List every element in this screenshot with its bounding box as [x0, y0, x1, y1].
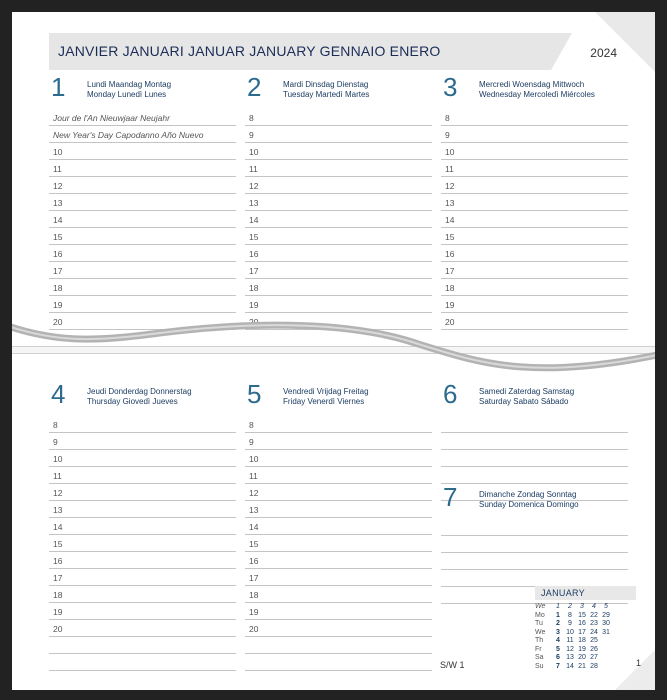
hour-label: 15 — [53, 232, 63, 242]
mini-calendar-week-cell: 3 — [580, 603, 584, 610]
hour-row[interactable] — [49, 262, 236, 279]
day-name-line: Tuesday Martedì Martes — [283, 90, 370, 99]
hour-row[interactable] — [49, 586, 236, 603]
hour-label: 15 — [53, 539, 63, 549]
mini-calendar-weekday: Mo — [535, 611, 545, 619]
day-name-line: Samedi Zaterdag Samstag — [479, 387, 575, 396]
mini-calendar-row — [535, 646, 636, 655]
hour-row[interactable] — [441, 416, 628, 433]
holiday-label: Jour de l'An Nieuwjaar Neujahr — [53, 113, 170, 123]
hour-row[interactable] — [245, 620, 432, 637]
hour-label: 14 — [53, 215, 63, 225]
mini-calendar-day: 29 — [602, 611, 610, 619]
day-name-line: Thursday Giovedì Jueves — [87, 397, 178, 406]
hour-label: 12 — [445, 181, 455, 191]
mini-calendar-day: 9 — [568, 620, 572, 627]
hour-label: 10 — [249, 454, 259, 464]
day-name-line: Vendredi Vrijdag Freitag — [283, 387, 369, 396]
hour-label: 14 — [249, 522, 259, 532]
day-names — [283, 80, 369, 100]
hour-label: 15 — [445, 232, 455, 242]
hour-row[interactable] — [49, 654, 236, 671]
hour-row[interactable] — [441, 245, 628, 262]
hour-label: 16 — [53, 249, 63, 259]
day-name-line: Mardi Dinsdag Dienstag — [283, 80, 369, 89]
hour-label: 9 — [53, 437, 58, 447]
mini-calendar-week-cell: 4 — [592, 603, 596, 610]
day-number: 1 — [51, 72, 66, 102]
day-header — [441, 72, 628, 109]
hour-row[interactable] — [49, 620, 236, 637]
mini-calendar-day: 28 — [590, 662, 598, 670]
hour-row[interactable] — [49, 228, 236, 245]
hour-row[interactable] — [245, 177, 432, 194]
day-name-line: Dimanche Zondag Sonntag — [479, 490, 577, 499]
hour-row[interactable] — [441, 211, 628, 228]
mini-calendar-week-header — [535, 603, 636, 612]
mini-calendar-current-week-day: 3 — [556, 628, 560, 636]
day-name-line: Friday Venerdì Viernes — [283, 397, 365, 406]
hour-label: 13 — [249, 505, 259, 515]
hour-row[interactable] — [245, 535, 432, 552]
hour-label: 12 — [249, 181, 259, 191]
day-names — [283, 387, 369, 407]
mini-calendar-current-week-day: 4 — [556, 637, 560, 644]
day-block-6 — [441, 379, 628, 501]
hour-row[interactable] — [441, 536, 628, 553]
hour-label: 19 — [53, 607, 63, 617]
day-names — [479, 490, 579, 510]
hour-label: 9 — [445, 130, 450, 140]
mini-calendar-day: 21 — [578, 662, 586, 670]
day-block-4 — [49, 379, 236, 671]
mini-calendar — [535, 586, 636, 671]
mini-calendar-current-week-day: 2 — [556, 620, 560, 627]
mini-calendar-day: 10 — [566, 628, 574, 636]
mini-calendar-week-cell: 5 — [604, 603, 608, 610]
hour-row[interactable] — [245, 450, 432, 467]
hour-label: 9 — [249, 437, 254, 447]
hour-label: 20 — [53, 624, 63, 634]
mini-calendar-grid — [535, 603, 636, 671]
mini-calendar-row — [535, 629, 636, 638]
hour-label: 8 — [249, 420, 254, 430]
mini-calendar-current-week-day: 6 — [556, 654, 560, 661]
hour-row[interactable] — [49, 467, 236, 484]
mini-calendar-day — [600, 637, 612, 646]
hour-label: 12 — [249, 488, 259, 498]
hour-row[interactable] — [441, 228, 628, 245]
day-number: 6 — [443, 379, 458, 409]
hour-label: 16 — [249, 249, 259, 259]
hour-row[interactable] — [49, 535, 236, 552]
hour-row[interactable] — [245, 484, 432, 501]
hour-row[interactable] — [49, 416, 236, 433]
hour-row[interactable] — [245, 228, 432, 245]
day-name-line: Mercredi Woensdag Mittwoch — [479, 80, 585, 89]
mini-calendar-row — [535, 612, 636, 621]
mini-calendar-row — [535, 663, 636, 672]
hour-row[interactable] — [245, 416, 432, 433]
hour-row[interactable] — [49, 143, 236, 160]
hour-row[interactable] — [49, 313, 236, 330]
page-number: 1 — [636, 658, 642, 668]
hour-row[interactable] — [49, 569, 236, 586]
day-name-line: Wednesday Mercoledì Miércoles — [479, 90, 595, 99]
hour-row[interactable] — [49, 552, 236, 569]
hour-row[interactable] — [49, 296, 236, 313]
hour-row[interactable] — [441, 519, 628, 536]
mini-calendar-weekday: Sa — [535, 654, 544, 661]
hour-label: 20 — [445, 317, 455, 327]
hour-row[interactable] — [49, 484, 236, 501]
hour-row[interactable] — [245, 296, 432, 313]
hour-row[interactable] — [441, 313, 628, 330]
hour-label: 11 — [445, 164, 454, 174]
mini-calendar-week-cell: We — [535, 603, 546, 610]
hour-row[interactable] — [441, 262, 628, 279]
hour-label: 13 — [445, 198, 455, 208]
hour-row[interactable] — [245, 279, 432, 296]
day-number: 5 — [247, 379, 262, 409]
hour-label: 9 — [249, 130, 254, 140]
mini-calendar-row — [535, 637, 636, 646]
mini-calendar-day: 22 — [590, 611, 598, 619]
hour-label: 18 — [53, 590, 63, 600]
holiday-row[interactable] — [49, 109, 236, 126]
hour-row[interactable] — [441, 109, 628, 126]
hour-row[interactable] — [245, 552, 432, 569]
mini-calendar-row — [535, 620, 636, 629]
hour-label: 10 — [53, 454, 63, 464]
hour-label: 17 — [53, 573, 63, 583]
hour-row[interactable] — [441, 296, 628, 313]
hour-row[interactable] — [441, 570, 628, 587]
day-name-line: Sunday Domenica Domingo — [479, 500, 579, 509]
hour-label: 18 — [53, 283, 63, 293]
day-header — [245, 72, 432, 109]
hour-row[interactable] — [245, 637, 432, 654]
hour-row[interactable] — [245, 143, 432, 160]
hour-row[interactable] — [245, 501, 432, 518]
hour-row[interactable] — [49, 194, 236, 211]
hour-label: 19 — [249, 300, 259, 310]
hour-row[interactable] — [441, 160, 628, 177]
mini-calendar-day: 31 — [602, 628, 610, 636]
hour-label: 11 — [249, 471, 258, 481]
year-label: 2024 — [590, 46, 617, 60]
hour-row[interactable] — [245, 313, 432, 330]
hour-row[interactable] — [245, 433, 432, 450]
mini-calendar-day: 25 — [590, 637, 598, 644]
hour-row[interactable] — [49, 160, 236, 177]
hour-label: 17 — [445, 266, 455, 276]
day-names — [87, 387, 192, 407]
mini-calendar-title: JANUARY — [535, 586, 636, 600]
mini-calendar-day: 17 — [578, 628, 586, 636]
hour-row[interactable] — [245, 569, 432, 586]
day-names — [479, 387, 574, 407]
hour-row[interactable] — [49, 211, 236, 228]
hour-row[interactable] — [245, 586, 432, 603]
mini-calendar-day — [600, 663, 612, 672]
hour-row[interactable] — [245, 654, 432, 671]
mini-calendar-week-cell: 1 — [556, 603, 560, 610]
hour-label: 18 — [249, 590, 259, 600]
hour-label: 15 — [249, 539, 259, 549]
hour-row[interactable] — [49, 603, 236, 620]
day-block-2 — [245, 72, 432, 330]
mini-calendar-day: 14 — [566, 662, 574, 670]
day-header — [441, 482, 628, 519]
hour-label: 12 — [53, 181, 63, 191]
mini-calendar-day: 11 — [566, 637, 574, 644]
mini-calendar-weekday: Tu — [535, 620, 543, 627]
day-names — [87, 80, 171, 100]
hour-row[interactable] — [441, 553, 628, 570]
mini-calendar-weekday: Fr — [535, 645, 542, 653]
hour-label: 10 — [445, 147, 455, 157]
hour-label: 17 — [249, 266, 259, 276]
mini-calendar-day: 8 — [568, 611, 572, 619]
mini-calendar-day — [600, 654, 612, 663]
mini-calendar-weekday: Su — [535, 662, 544, 670]
day-name-line: Jeudi Donderdag Donnerstag — [87, 387, 192, 396]
hour-label: 16 — [249, 556, 259, 566]
day-header — [441, 379, 628, 416]
page-fold-divider — [12, 346, 655, 354]
mini-calendar-weekday: Th — [535, 637, 544, 644]
mini-calendar-day: 18 — [578, 637, 586, 644]
mini-calendar-day: 16 — [578, 620, 586, 627]
hour-row[interactable] — [245, 160, 432, 177]
hour-row[interactable] — [441, 467, 628, 484]
hour-label: 8 — [249, 113, 254, 123]
hour-row[interactable] — [49, 450, 236, 467]
hour-label: 11 — [53, 164, 62, 174]
hour-row[interactable] — [49, 637, 236, 654]
day-block-5 — [245, 379, 432, 671]
hour-row[interactable] — [441, 126, 628, 143]
hour-label: 8 — [53, 420, 58, 430]
hour-label: 18 — [249, 283, 259, 293]
planner-page — [12, 12, 655, 690]
hour-label: 20 — [249, 317, 259, 327]
day-name-line: Monday Lunedì Lunes — [87, 90, 167, 99]
mini-calendar-weekday: We — [535, 628, 546, 636]
day-block-3 — [441, 72, 628, 330]
hour-row[interactable] — [49, 518, 236, 535]
mini-calendar-day: 27 — [590, 654, 598, 661]
hour-row[interactable] — [441, 194, 628, 211]
hour-label: 14 — [249, 215, 259, 225]
mini-calendar-day: 19 — [578, 645, 586, 653]
hour-row[interactable] — [245, 262, 432, 279]
hour-label: 10 — [53, 147, 63, 157]
mini-calendar-day: 13 — [566, 654, 574, 661]
mini-calendar-day: 12 — [566, 645, 574, 653]
hour-row[interactable] — [245, 518, 432, 535]
day-names — [479, 80, 595, 100]
hour-row[interactable] — [49, 279, 236, 296]
day-number: 7 — [443, 482, 458, 512]
hour-label: 14 — [53, 522, 63, 532]
hour-label: 15 — [249, 232, 259, 242]
hour-row[interactable] — [49, 177, 236, 194]
hour-label: 20 — [249, 624, 259, 634]
day-name-line: Lundi Maandag Montag — [87, 80, 172, 89]
hour-label: 11 — [249, 164, 258, 174]
hour-label: 19 — [249, 607, 259, 617]
hour-row[interactable] — [441, 433, 628, 450]
hour-label: 8 — [445, 113, 450, 123]
hour-label: 18 — [445, 283, 455, 293]
hour-row[interactable] — [245, 211, 432, 228]
day-name-line: Saturday Sabato Sábado — [479, 397, 569, 406]
hour-label: 19 — [53, 300, 63, 310]
day-number: 4 — [51, 379, 66, 409]
week-number: S/W 1 — [440, 660, 465, 670]
hour-label: 10 — [249, 147, 259, 157]
hour-label: 19 — [445, 300, 455, 310]
mini-calendar-week-cell: 2 — [568, 603, 572, 610]
hour-row[interactable] — [245, 126, 432, 143]
mini-calendar-day: 24 — [590, 628, 598, 636]
hour-label: 20 — [53, 317, 63, 327]
day-number: 3 — [443, 72, 458, 102]
hour-row[interactable] — [245, 245, 432, 262]
day-header — [49, 72, 236, 109]
hour-label: 14 — [445, 215, 455, 225]
hour-label: 12 — [53, 488, 63, 498]
hour-row[interactable] — [245, 603, 432, 620]
mini-calendar-current-week-day: 1 — [556, 611, 560, 619]
hour-row[interactable] — [441, 143, 628, 160]
hour-row[interactable] — [49, 433, 236, 450]
hour-label: 16 — [53, 556, 63, 566]
mini-calendar-day: 20 — [578, 654, 586, 661]
hour-row[interactable] — [245, 109, 432, 126]
hour-row[interactable] — [441, 279, 628, 296]
hour-label: 13 — [53, 505, 63, 515]
mini-calendar-day: 23 — [590, 620, 598, 627]
mini-calendar-day: 26 — [590, 645, 598, 653]
day-number: 2 — [247, 72, 262, 102]
hour-row[interactable] — [49, 245, 236, 262]
hour-row[interactable] — [441, 450, 628, 467]
hour-label: 17 — [249, 573, 259, 583]
hour-row[interactable] — [49, 501, 236, 518]
day-block-1 — [49, 72, 236, 330]
month-names: JANVIER JANUARI JANUAR JANUARY GENNAIO ENERO — [58, 43, 441, 59]
hour-label: 11 — [53, 471, 62, 481]
hour-label: 13 — [249, 198, 259, 208]
hour-row[interactable] — [441, 177, 628, 194]
mini-calendar-row — [535, 654, 636, 663]
holiday-row[interactable] — [49, 126, 236, 143]
hour-label: 16 — [445, 249, 455, 259]
mini-calendar-current-week-day: 7 — [556, 662, 560, 670]
page-corner-fold — [595, 12, 655, 72]
mini-calendar-day: 30 — [602, 620, 610, 627]
day-header — [49, 379, 236, 416]
mini-calendar-day: 15 — [578, 611, 586, 619]
day-header — [245, 379, 432, 416]
mini-calendar-current-week-day: 5 — [556, 645, 560, 653]
hour-row[interactable] — [245, 194, 432, 211]
hour-label: 17 — [53, 266, 63, 276]
holiday-label: New Year's Day Capodanno Año Nuevo — [53, 130, 204, 140]
hour-label: 13 — [53, 198, 63, 208]
hour-row[interactable] — [245, 467, 432, 484]
mini-calendar-day — [600, 646, 612, 655]
